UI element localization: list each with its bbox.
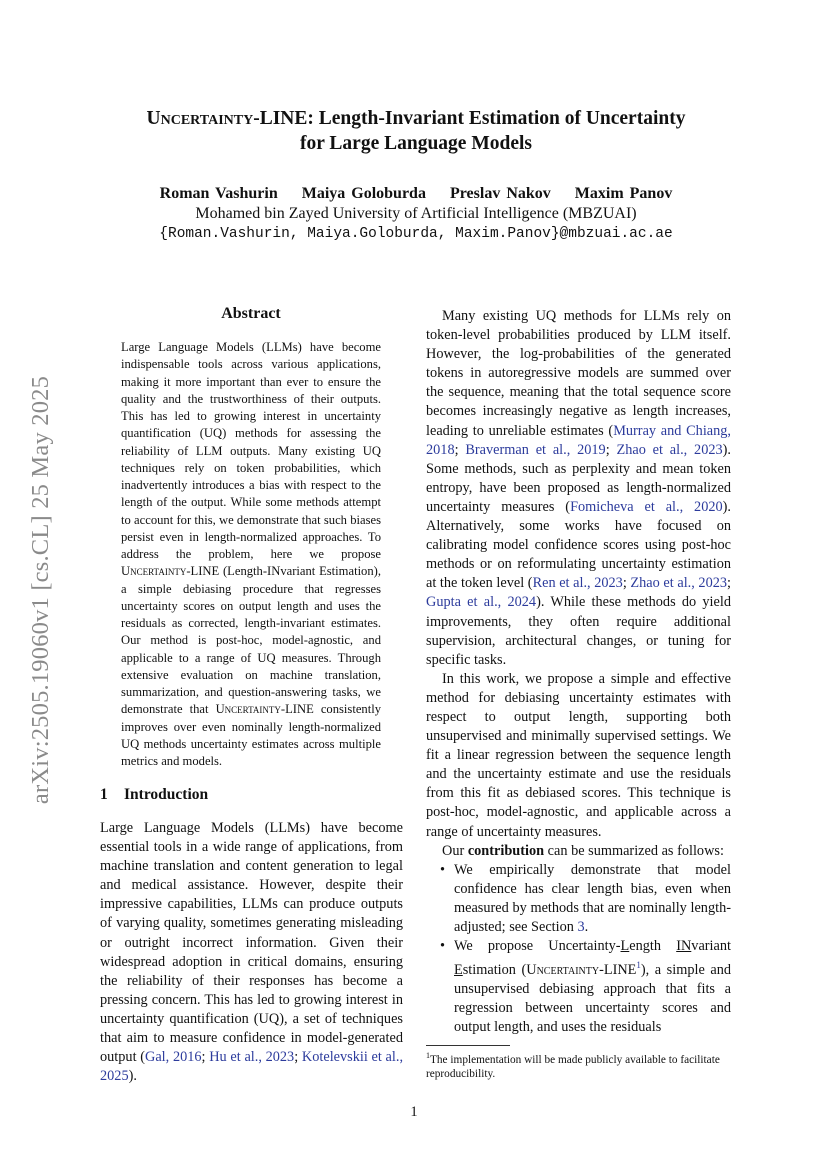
list-item-text: . bbox=[584, 919, 589, 935]
list-item-text: stimation ( bbox=[462, 961, 527, 978]
list-item bbox=[426, 861, 731, 937]
footnote-divider bbox=[426, 1045, 510, 1046]
list-item-text: We empirically demonstrate that model confidence has clear length bias, even when measured by methods that are nominally length-adjusted; see Section bbox=[454, 861, 731, 935]
bullet-marker: • bbox=[440, 861, 446, 878]
section-heading-introduction bbox=[100, 786, 208, 804]
paragraph-text: ). Some methods, such as perplexity and mean token entropy, have been proposed as length-normalized uncertainty measures ( bbox=[426, 441, 731, 515]
list-item-text: ), a simple and unsupervised debiasing approach that fits a regression between uncertainty scores and output length, and uses the residuals bbox=[454, 961, 731, 1036]
citation-link[interactable]: Ren et al., 2023 bbox=[532, 575, 623, 592]
citation-separator: ; bbox=[294, 1049, 302, 1066]
section-title: Introduction bbox=[124, 786, 209, 803]
abstract-text-3: -LINE consistently improves over even nominally length-normalized UQ methods uncertainty estimates across multiple metrics and models. bbox=[121, 702, 382, 768]
underlined-letter: E bbox=[454, 961, 463, 978]
abstract-body bbox=[121, 339, 381, 770]
citation-link[interactable]: Kotelevskii et al., 2025 bbox=[100, 1049, 404, 1085]
title-smallcaps: Uncertainty bbox=[146, 108, 254, 129]
list-item-text: We propose Uncertainty- bbox=[454, 938, 621, 955]
right-column bbox=[426, 307, 731, 1037]
citation-link[interactable]: Hu et al., 2023 bbox=[209, 1049, 295, 1066]
author-emails: {Roman.Vashurin, Maiya.Goloburda, Maxim.Panov}@mbzuai.ac.ae bbox=[159, 226, 673, 242]
paragraph-text: ). Alternatively, some works have focused on calibrating model confidence scores using post-hoc methods or on reformulating uncertainty estimation at the token level ( bbox=[426, 498, 731, 592]
abstract-text-2: -LINE (Length-INvariant Estimation), a simple debiasing procedure that regresses uncertainty scores on output length and uses the residuals as corrected, length-invariant estimates. Our method is post-hoc, model-agnostic, and applicable to a range of UQ measures. Through extensive evaluation on machine translation, summarization, and question-answering tasks, we demonstrate that bbox=[121, 564, 381, 717]
abstract-smallcaps-1: Uncertainty bbox=[121, 564, 187, 579]
page-number: 1 bbox=[410, 1104, 418, 1120]
list-item bbox=[426, 937, 731, 1037]
section-number: 1 bbox=[100, 786, 108, 803]
bullet-marker: • bbox=[440, 938, 446, 955]
citation-link[interactable]: Zhao et al., 2023 bbox=[630, 575, 728, 592]
citation-separator: ; bbox=[727, 575, 732, 592]
citation-link[interactable]: Gupta et al., 2024 bbox=[426, 594, 537, 611]
paper-title bbox=[100, 106, 732, 156]
citation-link[interactable]: Murray and Chiang, 2018 bbox=[426, 422, 732, 458]
underlined-letter: IN bbox=[676, 938, 692, 955]
paragraph-text: Many existing UQ methods for LLMs rely on token-level probabilities produced by LLM itself. However, the log-probabilities of the generated tokens in autoregressive models are summed over the sequence, meaning that the total sequence score becomes increasingly negative as length increases, leading to unreliable estimates ( bbox=[426, 308, 731, 439]
title-line1: -LINE: Length-Invariant Estimation of Uncertainty bbox=[253, 108, 686, 129]
citation-link[interactable]: Braverman et al., 2019 bbox=[465, 441, 606, 458]
paragraph: In this work, we propose a simple and effective method for debiasing uncertainty estimates with respect to output length, supporting both unsupervised and minimally supervised settings. We fit a linear regression between the sequence length and the uncertainty estimate and use the residuals from this fit as debiased scores. This technique is post-hoc, model-agnostic, and applicable across a range of uncertainty measures. bbox=[426, 670, 731, 840]
abstract-heading: Abstract bbox=[221, 305, 281, 322]
paragraph-text: ). While these methods do yield improvements, they often require additional supervision, architectural changes, or tuning for specific tasks. bbox=[426, 594, 731, 668]
section-ref-link[interactable]: 3 bbox=[577, 919, 585, 935]
affiliation: Mohamed bin Zayed University of Artificial Intelligence (MBZUAI) bbox=[195, 205, 637, 222]
method-name-smallcaps: Uncertainty bbox=[526, 961, 600, 978]
contribution-list bbox=[426, 861, 731, 1038]
footnote bbox=[426, 1049, 731, 1082]
citation-separator: ; bbox=[605, 441, 617, 458]
title-line2: for Large Language Models bbox=[299, 133, 532, 154]
arxiv-identifier-text: arXiv:2505.19060v1 [cs.CL] 25 May 2025 bbox=[27, 375, 55, 805]
citation-separator: ; bbox=[454, 441, 466, 458]
footnote-mark: 1 bbox=[426, 1051, 430, 1060]
paragraph bbox=[426, 842, 731, 861]
paragraph-text: Our bbox=[442, 842, 468, 859]
list-item-text: ength bbox=[629, 938, 677, 955]
introduction-body bbox=[100, 819, 403, 1086]
paragraph bbox=[426, 307, 731, 670]
citation-link[interactable]: Zhao et al., 2023 bbox=[616, 441, 723, 458]
arxiv-identifier bbox=[18, 340, 64, 840]
citation-link[interactable]: Fomicheva et al., 2020 bbox=[570, 498, 723, 515]
citation-separator: ; bbox=[201, 1049, 210, 1066]
bold-term: contribution bbox=[467, 842, 545, 859]
intro-text-1: Large Language Models (LLMs) have become essential tools in a wide range of applications, from machine translation and content generation to legal and medical assistance. However, despite their impressive capabilities, LLMs can produce outputs of varying quality, sometimes generating misleading or outright incorrect information. Given their widespread adoption in critical domains, ensuring the reliability of their responses has become a pressing concern. This has led to growing interest in uncertainty quantification (UQ), a set of techniques that aim to measure confidence in model-generated output ( bbox=[100, 820, 403, 1066]
citation-separator: ; bbox=[622, 575, 631, 592]
abstract-smallcaps-2: Uncertainty bbox=[215, 702, 281, 717]
paragraph-text: can be summarized as follows: bbox=[544, 842, 724, 859]
footnote-marker-link[interactable]: 1 bbox=[636, 960, 641, 971]
abstract-text-1: Large Language Models (LLMs) have become indispensable tools across various applications, making it more important than ever to ensure the quality and the trustworthiness of their outputs. This has led to growing interest in uncertainty quantification (UQ) methods for assessing the reliability of LLM outputs. Many existing UQ techniques rely on token probabilities, which inadvertently introduces a bias with respect to the length of the output. While some methods attempt to account for this, we demonstrate that such biases persist even in length-normalized approaches. To address the problem, here we propose bbox=[121, 340, 381, 561]
underlined-letter: L bbox=[620, 938, 630, 955]
list-item-text: -LINE bbox=[599, 961, 637, 978]
list-item-text: variant bbox=[691, 938, 731, 955]
footnote-text: The implementation will be made publicly available to facilitate reproducibility. bbox=[426, 1053, 720, 1081]
citation-link[interactable]: Gal, 2016 bbox=[145, 1049, 202, 1066]
author-list: Roman Vashurin Maiya Goloburda Preslav Nakov Maxim Panov bbox=[159, 185, 673, 202]
intro-text-2: ). bbox=[128, 1068, 137, 1085]
